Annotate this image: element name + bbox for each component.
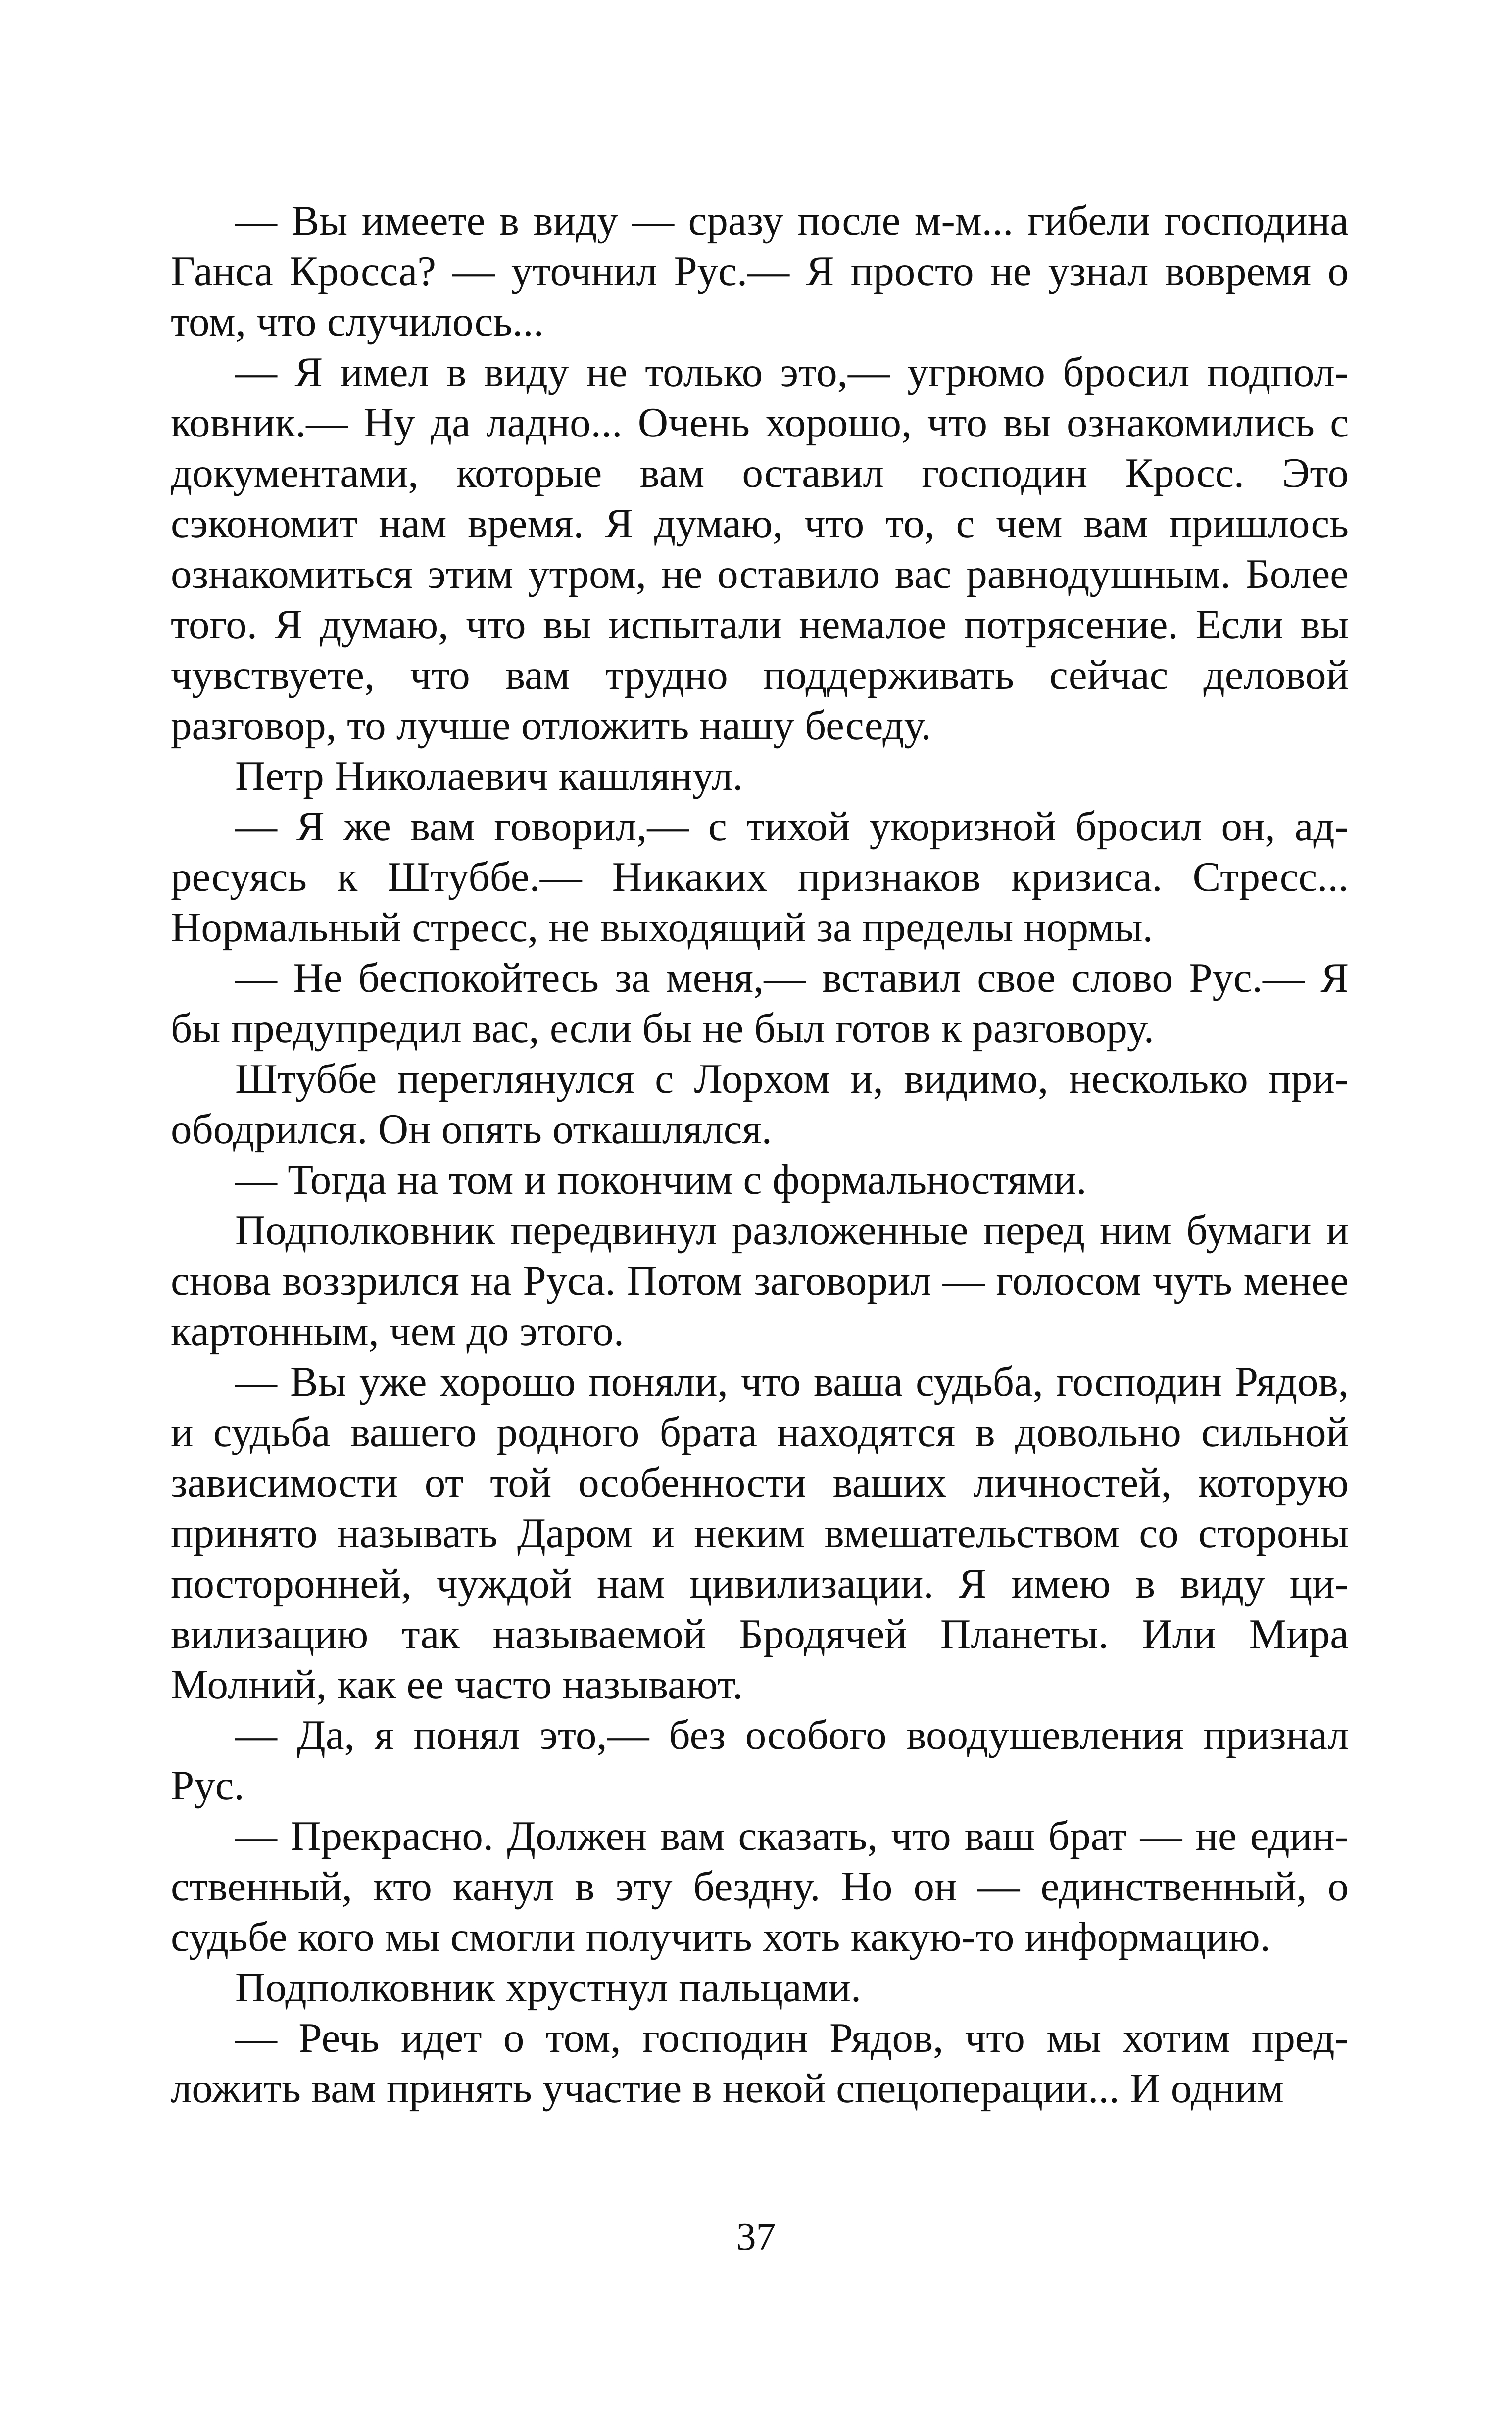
paragraph: — Вы имеете в виду — сразу после м-м... гибели господина Ганса Кросса? — уточнил Рус.— Я просто не узнал вовремя о том, что случилось... [171,197,1349,345]
paragraph: — Да, я понял это,— без особого воодушевления признал Рус. [171,1712,1349,1809]
paragraph: Штуббе переглянулся с Лорхом и, видимо, несколько приободрился. Он опять откашлялся. [171,1056,1349,1153]
paragraph: — Вы уже хорошо поняли, что ваша судьба, господин Рядов, и судьба вашего родного брата находятся в довольно сильной зависимости от той особенности ваших личностей, которую принято называть Даром и неким вмешательством со стороны посторонней, чуждой нам цивилизации. Я имею в виду цивилизацию так называемой Бродячей Планеты. Или Мира Молний, как ее часто называют. [171,1358,1349,1708]
paragraph: Подполковник хрустнул пальцами. [235,1964,862,2011]
paragraph: — Прекрасно. Должен вам сказать, что ваш брат — не единственный, кто канул в эту бездну. Но он — единственный, о судьбе кого мы смогли получить хоть какую-то информацию. [171,1813,1349,1960]
paragraph: — Не беспокойтесь за меня,— вставил свое слово Рус.— Я бы предупредил вас, если бы не был готов к разговору. [171,955,1349,1052]
paragraph: — Я же вам говорил,— с тихой укоризной бросил он, адресуясь к Штуббе.— Никаких признаков кризиса. Стресс... Нормальный стресс, не выходящий за пределы нормы. [171,803,1349,951]
paragraph: — Речь идет о том, господин Рядов, что мы хотим предложить вам принять участие в некой спецоперации... И одним [171,2015,1349,2112]
page-number: 37 [736,2215,776,2259]
paragraph: — Тогда на том и покончим с формальностями. [235,1157,1087,1203]
paragraph: Петр Николаевич кашлянул. [235,753,743,799]
paragraph: Подполковник передвинул разложенные перед ним бумаги и снова воззрился на Руса. Потом заговорил — голосом чуть менее картонным, чем до этого. [171,1207,1349,1355]
page-body [171,195,1349,2114]
paragraph: — Я имел в виду не только это,— угрюмо бросил подполковник.— Ну да ладно... Очень хорошо, что вы ознакомились с документами, которые вам оставил господин Кросс. Это сэкономит нам время. Я думаю, что то, с чем вам пришлось ознакомиться этим утром, не оставило вас равнодушным. Более того. Я думаю, что вы испытали немалое потрясение. Если вы чувствуете, что вам трудно поддерживать сейчас деловой разговор, то лучше отложить нашу беседу. [171,349,1349,749]
